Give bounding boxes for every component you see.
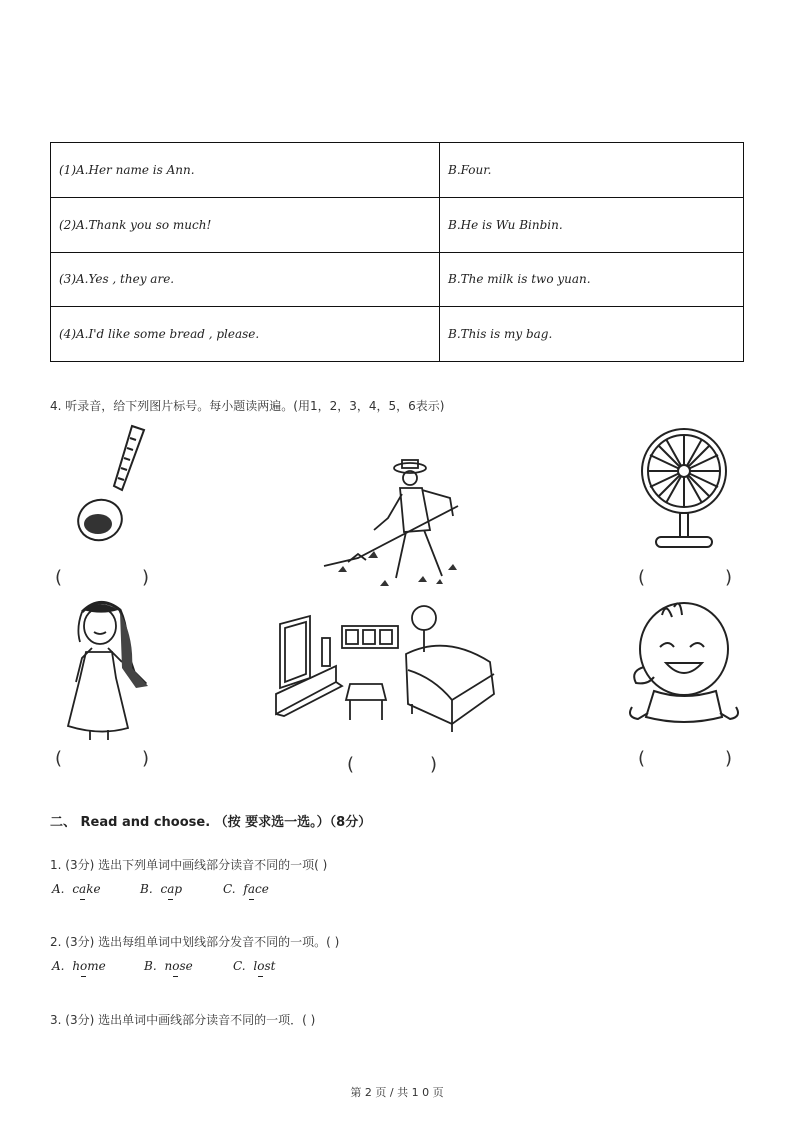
question-2-text: 2. (3分) 选出每组单词中划线部分发音不同的一项。( ) bbox=[50, 935, 340, 949]
option-a-cell: (4)A.I'd like some bread , please. bbox=[51, 307, 440, 362]
paren-open: ( bbox=[55, 748, 63, 769]
paren-open: ( bbox=[638, 567, 646, 588]
option-b-cell: B.This is my bag. bbox=[440, 307, 744, 362]
paren-close: ) bbox=[724, 567, 732, 588]
paren-close: ) bbox=[429, 754, 437, 775]
paren-close: ) bbox=[724, 748, 732, 769]
option-b-cell: B.Four. bbox=[440, 143, 744, 198]
option-b-cell: B.He is Wu Binbin. bbox=[440, 197, 744, 252]
option-c[interactable]: C. face bbox=[223, 882, 269, 896]
option-a[interactable]: A. cake bbox=[52, 882, 101, 896]
paren-close: ) bbox=[141, 748, 149, 769]
answer-blank-living-room[interactable] bbox=[347, 754, 437, 775]
word-nose: nose bbox=[164, 959, 193, 973]
option-b-cell: B.The milk is two yuan. bbox=[440, 252, 744, 307]
answer-blank-baby[interactable] bbox=[638, 748, 732, 769]
option-a-cell: (1)A.Her name is Ann. bbox=[51, 143, 440, 198]
living-room-picture bbox=[276, 604, 500, 734]
question-4-instruction: 4. 听录音，给下列图片标号。每小题读两遍。(用1，2，3，4，5，6表示) bbox=[50, 399, 445, 413]
option-c[interactable]: C. lost bbox=[233, 959, 276, 973]
baby-picture bbox=[624, 597, 744, 727]
word-cake: cake bbox=[72, 882, 101, 896]
option-b[interactable]: B. cap bbox=[140, 882, 183, 896]
section-2-heading: 二、 Read and choose. （按 要求选一选。）（8分） bbox=[50, 815, 372, 830]
paren-open: ( bbox=[55, 567, 63, 588]
page-footer: 第 2 页 / 共 1 0 页 bbox=[350, 1086, 444, 1099]
table-row bbox=[51, 252, 744, 307]
fan-picture bbox=[636, 425, 736, 555]
option-a[interactable]: A. home bbox=[52, 959, 106, 973]
paren-open: ( bbox=[638, 748, 646, 769]
paren-close: ) bbox=[141, 567, 149, 588]
question-2-options bbox=[52, 959, 352, 979]
answer-blank-girl[interactable] bbox=[55, 748, 149, 769]
option-a-cell: (3)A.Yes , they are. bbox=[51, 252, 440, 307]
word-home: home bbox=[72, 959, 106, 973]
table-row bbox=[51, 143, 744, 198]
word-face: face bbox=[243, 882, 269, 896]
farmer-picture bbox=[318, 458, 468, 598]
table-row bbox=[51, 197, 744, 252]
girl-picture bbox=[62, 598, 152, 740]
option-b[interactable]: B. nose bbox=[144, 959, 193, 973]
word-cap: cap bbox=[160, 882, 183, 896]
option-a-cell: (2)A.Thank you so much! bbox=[51, 197, 440, 252]
listening-answer-table bbox=[50, 142, 744, 362]
table-row bbox=[51, 307, 744, 362]
question-1-options bbox=[52, 882, 352, 902]
paren-open: ( bbox=[347, 754, 355, 775]
word-lost: lost bbox=[253, 959, 276, 973]
question-3-text: 3. (3分) 选出单词中画线部分读音不同的一项．( ) bbox=[50, 1013, 316, 1027]
spoon-picture bbox=[70, 420, 160, 550]
answer-blank-fan[interactable] bbox=[638, 567, 732, 588]
question-1-text: 1. (3分) 选出下列单词中画线部分读音不同的一项( ) bbox=[50, 858, 328, 872]
answer-blank-spoon[interactable] bbox=[55, 567, 149, 588]
